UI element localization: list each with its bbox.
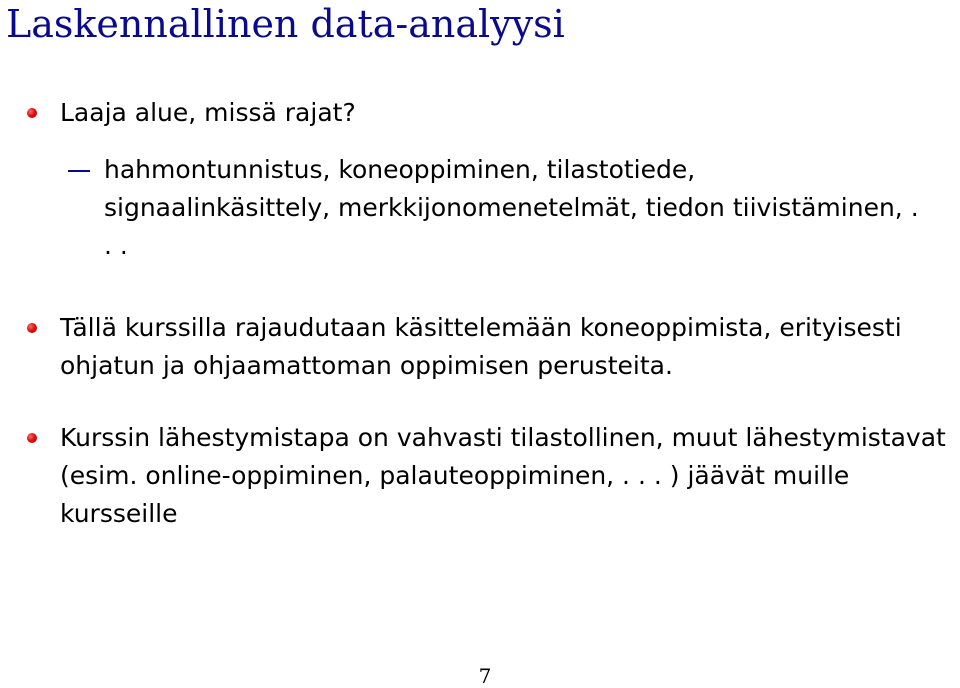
slide-title: Laskennallinen data-analyysi <box>6 2 565 46</box>
bullet-text: Kurssin lähestymistapa on vahvasti tilastollinen, muut lähestymistavat (esim. online-oppiminen, palauteoppiminen, . . . ) jäävät muille kursseille <box>60 423 946 528</box>
bullet-dot-icon <box>27 433 37 443</box>
bullet-item-scope <box>60 94 956 132</box>
dash-icon <box>68 170 90 172</box>
bullet-text: Tällä kurssilla rajaudutaan käsittelemään koneoppimista, erityisesti ohjatun ja ohjaamattoman oppimisen perusteita. <box>60 313 902 380</box>
page-number: 7 <box>478 664 492 688</box>
sub-bullet-item-fields <box>104 151 924 265</box>
bullet-item-course-focus <box>60 309 956 385</box>
bullet-text: Laaja alue, missä rajat? <box>60 98 356 127</box>
bullet-dot-icon <box>27 323 37 333</box>
bullet-item-approach <box>60 419 956 533</box>
bullet-dot-icon <box>27 108 37 118</box>
sub-bullet-text: hahmontunnistus, koneoppiminen, tilastotiede, signaalinkäsittely, merkkijonomenetelmät, tiedon tiivistäminen, . . . <box>104 155 919 260</box>
